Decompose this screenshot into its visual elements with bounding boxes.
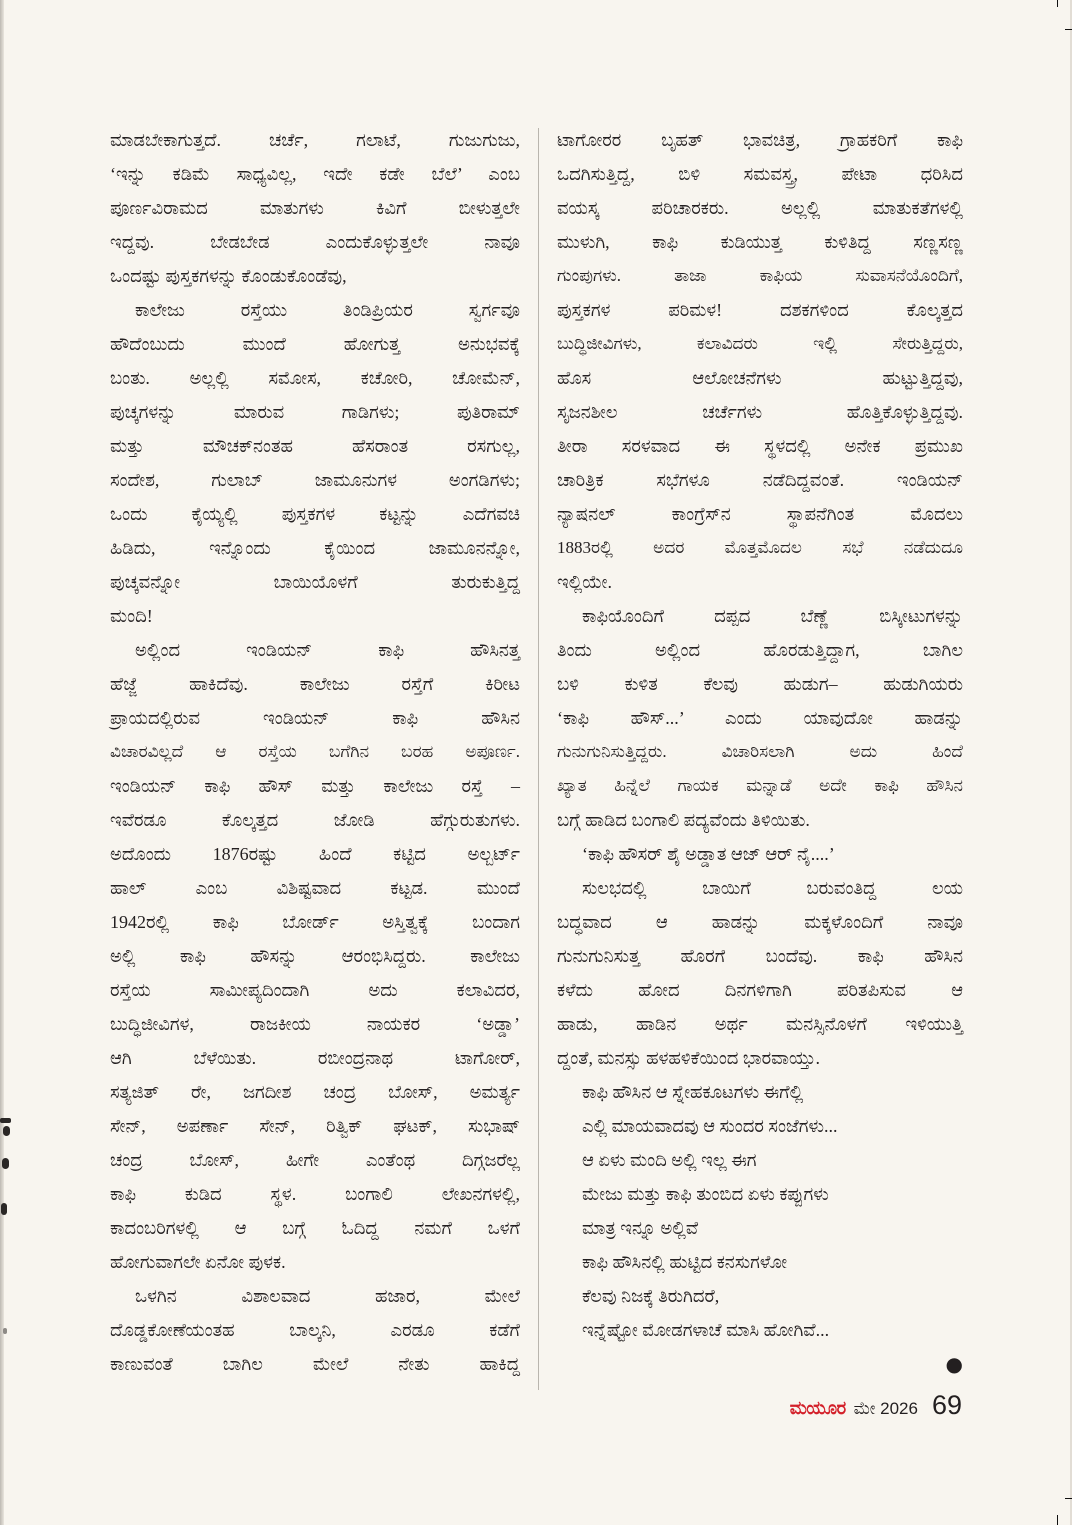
text-line: ನ್ಯಾಷನಲ್ ಕಾಂಗ್ರೆಸ್‌ನ ಸ್ಥಾಪನೆಗಿಂತ ಮೊದಲು [557, 504, 963, 524]
poem-line: ಎಲ್ಲಿ ಮಾಯವಾದವು ಆ ಸುಂದರ ಸಂಜೆಗಳು... [582, 1116, 838, 1136]
paragraph [110, 633, 520, 1279]
text-line: ದ್ದಂತೆ, ಮನಸ್ಸು ಹಳಹಳಿಕೆಯಿಂದ ಭಾರವಾಯ್ತು. [557, 1048, 821, 1068]
text-line: ರಸ್ತೆಯ ಸಾಮೀಪ್ಯದಿಂದಾಗಿ ಅದು ಕಲಾವಿದರ, [110, 980, 520, 1000]
poem-line: ಮೇಜು ಮತ್ತು ಕಾಫಿ ತುಂಬಿದ ಏಳು ಕಪ್ಪುಗಳು [582, 1184, 829, 1204]
text-line: ಇವೆರಡೂ ಕೊಲ್ಕತ್ತದ ಜೋಡಿ ಹೆಗ್ಗುರುತುಗಳು. [110, 810, 520, 830]
poem-line: ಇನ್ನೆಷ್ಟೋ ಮೋಡಗಳಾಚೆ ಮಾಸಿ ಹೋಗಿವೆ... [582, 1320, 830, 1340]
text-line: ಕಾದಂಬರಿಗಳಲ್ಲಿ ಆ ಬಗ್ಗೆ ಓದಿದ್ದ ನಮಗೆ ಒಳಗೆ [110, 1218, 520, 1238]
text-line: ಒಳಗಿನ ವಿಶಾಲವಾದ ಹಜಾರ, ಮೇಲೆ [135, 1286, 520, 1306]
text-line: ಹಾಡು, ಹಾಡಿನ ಅರ್ಥ ಮನಸ್ಸಿನೊಳಗೆ ಇಳಿಯುತ್ತಿ [557, 1014, 963, 1034]
page-footer [790, 1390, 962, 1421]
text-line: ಇಂಡಿಯನ್ ಕಾಫಿ ಹೌಸ್ ಮತ್ತು ಕಾಲೇಜು ರಸ್ತೆ – [110, 776, 520, 796]
adjacent-page-bleed [3, 1328, 7, 1334]
text-line: ಅದೊಂದು 1876ರಷ್ಟು ಹಿಂದೆ ಕಟ್ಟಿದ ಅಲ್ಬರ್ಟ್ [110, 844, 520, 864]
crop-mark [1065, 29, 1072, 30]
text-line: ಸೇನ್, ಅಪರ್ಣಾ ಸೇನ್, ರಿತ್ವಿಕ್ ಘಟಕ್, ಸುಭಾಷ್ [110, 1116, 520, 1136]
text-line: ಟಾಗೋರರ ಬೃಹತ್ ಭಾವಚಿತ್ರ, ಗ್ರಾಹಕರಿಗೆ ಕಾಫಿ [557, 130, 963, 150]
text-line: ವಯಸ್ಕ ಪರಿಚಾರಕರು. ಅಲ್ಲಲ್ಲಿ ಮಾತುಕತೆಗಳಲ್ಲಿ [557, 198, 963, 218]
text-line: ಮುಳುಗಿ, ಕಾಫಿ ಕುಡಿಯುತ್ತ ಕುಳಿತಿದ್ದ ಸಣ್ಣಸಣ್ಣ [557, 232, 963, 252]
poem-block [557, 1075, 963, 1347]
text-line: ಪೂರ್ಣವಿರಾಮದ ಮಾತುಗಳು ಕಿವಿಗೆ ಬೀಳುತ್ತಲೇ [110, 198, 520, 218]
text-line: ಇಲ್ಲಿಯೇ. [557, 572, 612, 592]
text-line: ‘ಕಾಫಿ ಹೌಸ್...’ ಎಂದು ಯಾವುದೋ ಹಾಡನ್ನು [557, 708, 963, 728]
text-line: ಕಾಫಿ ಕುಡಿದ ಸ್ಥಳ. ಬಂಗಾಲಿ ಲೇಖನಗಳಲ್ಲಿ, [110, 1184, 520, 1204]
text-line: ಮಂದಿ! [110, 606, 153, 626]
text-line: ಚಾರಿತ್ರಿಕ ಸಭೆಗಳೂ ನಡೆದಿದ್ದವಂತೆ. ಇಂಡಿಯನ್ [557, 470, 963, 490]
text-line: ಕಾಲೇಜು ರಸ್ತೆಯು ತಿಂಡಿಪ್ರಿಯರ ಸ್ವರ್ಗವೂ [135, 300, 520, 320]
text-line: ಬಳಿ ಕುಳಿತ ಕೆಲವು ಹುಡುಗ– ಹುಡುಗಿಯರು [557, 674, 963, 694]
song-quote [557, 837, 963, 871]
paragraph [557, 871, 963, 1075]
paragraph [110, 123, 520, 293]
text-line: ಒದಗಿಸುತ್ತಿದ್ದ, ಬಿಳಿ ಸಮವಸ್ತ್ರ, ಪೇಟಾ ಧರಿಸಿದ [557, 164, 963, 184]
text-line: ಬಗ್ಗೆ ಹಾಡಿದ ಬಂಗಾಲಿ ಪದ್ಯವೆಂದು ತಿಳಿಯಿತು. [557, 810, 810, 830]
text-line: ಬದ್ಧವಾದ ಆ ಹಾಡನ್ನು ಮಕ್ಕಳೊಂದಿಗೆ ನಾವೂ [557, 912, 963, 932]
text-line: ಇದ್ದವು. ಬೇಡಬೇಡ ಎಂದುಕೊಳ್ಳುತ್ತಲೇ ನಾವೂ [110, 232, 520, 252]
adjacent-page-bleed [3, 1126, 10, 1136]
text-line: ಹೊಸ ಆಲೋಚನೆಗಳು ಹುಟ್ಟುತ್ತಿದ್ದವು, [557, 368, 963, 388]
text-line: ಗುನುಗುನಿಸುತ್ತ ಹೊರಗೆ ಬಂದೆವು. ಕಾಫಿ ಹೌಸಿನ [557, 946, 963, 966]
text-line: ಚಂದ್ರ ಬೋಸ್, ಹೀಗೇ ಎಂತೆಂಥ ದಿಗ್ಗಜರೆಲ್ಲ [110, 1150, 520, 1170]
text-line: ತಿಂದು ಅಲ್ಲಿಂದ ಹೊರಡುತ್ತಿದ್ದಾಗ, ಬಾಗಿಲ [557, 640, 963, 660]
text-line: ಒಂದಷ್ಟು ಪುಸ್ತಕಗಳನ್ನು ಕೊಂಡುಕೊಂಡೆವು, [110, 266, 347, 286]
text-line: 1942ರಲ್ಲಿ ಕಾಫಿ ಬೋರ್ಡ್ ಅಸ್ತಿತ್ವಕ್ಕೆ ಬಂದಾಗ [110, 912, 520, 932]
text-line: ಪುಚ್ಕವನ್ನೋ ಬಾಯಿಯೊಳಗೆ ತುರುಕುತ್ತಿದ್ದ [110, 572, 520, 592]
crop-mark [1057, 0, 1058, 7]
text-line: ಹೋಗುವಾಗಲೇ ಏನೋ ಪುಳಕ. [110, 1252, 286, 1272]
magazine-logo: ಮಯೂರ [789, 1398, 846, 1418]
text-line: ವಿಚಾರವಿಲ್ಲದೆ ಆ ರಸ್ತೆಯ ಬಗೆಗಿನ ಬರಹ ಅಪೂರ್ಣ. [110, 742, 520, 761]
page-edge-left [0, 0, 4, 1525]
text-line: ಆಗಿ ಬೆಳೆಯಿತು. ರಬೀಂದ್ರನಾಥ ಟಾಗೋರ್, [110, 1048, 520, 1068]
text-line: ಗುಂಪುಗಳು. ತಾಜಾ ಕಾಫಿಯ ಸುವಾಸನೆಯೊಂದಿಗೆ, [557, 266, 963, 285]
text-line: ಸತ್ಯಜಿತ್ ರೇ, ಜಗದೀಶ ಚಂದ್ರ ಬೋಸ್, ಅಮರ್ತ್ಯ [110, 1082, 520, 1102]
adjacent-page-bleed [1, 1203, 7, 1215]
text-line: ಪುಚ್ಕಗಳನ್ನು ಮಾರುವ ಗಾಡಿಗಳು; ಪುತಿರಾಮ್ [110, 402, 520, 422]
text-line: ಗುನುಗುನಿಸುತ್ತಿದ್ದರು. ವಿಚಾರಿಸಲಾಗಿ ಅದು ಹಿಂದೆ [557, 742, 963, 761]
text-line: ಪ್ರಾಯದಲ್ಲಿರುವ ಇಂಡಿಯನ್ ಕಾಫಿ ಹೌಸಿನ [110, 708, 520, 728]
poem-line: ಆ ಏಳು ಮಂದಿ ಅಲ್ಲಿ ಇಲ್ಲ ಈಗ [582, 1150, 757, 1170]
text-line: ಅಲ್ಲಿಂದ ಇಂಡಿಯನ್ ಕಾಫಿ ಹೌಸಿನತ್ತ [135, 640, 520, 660]
column-divider [538, 128, 539, 1390]
text-line: ಬುದ್ಧಿಜೀವಿಗಳ, ರಾಜಕೀಯ ನಾಯಕರ ‘ಅಡ್ಡಾ’ [110, 1014, 520, 1034]
issue-date: ಮೇ 2026 [853, 1399, 918, 1418]
text-line: ಸಂದೇಶ, ಗುಲಾಬ್ ಜಾಮೂನುಗಳ ಅಂಗಡಿಗಳು; [110, 470, 520, 490]
poem-line: ಮಾತ್ರ ಇನ್ನೂ ಅಲ್ಲಿವೆ [582, 1218, 699, 1238]
text-line: ಪುಸ್ತಕಗಳ ಪರಿಮಳ! ದಶಕಗಳಿಂದ ಕೊಲ್ಕತ್ತದ [557, 300, 963, 320]
text-line: ಮತ್ತು ಮೌಚಕ್‌ನಂತಹ ಹೆಸರಾಂತ ರಸಗುಲ್ಲ, [110, 436, 520, 456]
crop-mark [1057, 1515, 1058, 1525]
text-line: 1883ರಲ್ಲಿ ಅದರ ಮೊತ್ತಮೊದಲ ಸಭೆ ನಡೆದುದೂ [557, 538, 963, 557]
text-line: ಸುಲಭದಲ್ಲಿ ಬಾಯಿಗೆ ಬರುವಂತಿದ್ದ ಲಯ [582, 878, 963, 898]
text-line: ಹೌದೆಂಬುದು ಮುಂದೆ ಹೋಗುತ್ತ ಅನುಭವಕ್ಕೆ [110, 334, 520, 354]
poem-line: ಕಾಫಿ ಹೌಸಿನಲ್ಲಿ ಹುಟ್ಟಿದ ಕನಸುಗಳೋ [582, 1252, 788, 1272]
text-line: ಕಳೆದು ಹೋದ ದಿನಗಳಿಗಾಗಿ ಪರಿತಪಿಸುವ ಆ [557, 980, 963, 1000]
text-line: ಹಿಡಿದು, ಇನ್ನೊಂದು ಕೈಯಿಂದ ಜಾಮೂನನ್ನೋ, [110, 538, 520, 558]
text-line: ಕಾಫಿಯೊಂದಿಗೆ ದಪ್ಪದ ಬೆಣ್ಣೆ ಬಿಸ್ಕೀಟುಗಳನ್ನು [582, 606, 963, 626]
adjacent-page-bleed [0, 1118, 11, 1123]
page-number: 69 [931, 1390, 962, 1420]
adjacent-page-bleed [2, 1158, 9, 1169]
text-line: ಹಾಲ್ ಎಂಬ ವಿಶಿಷ್ಟವಾದ ಕಟ್ಟಡ. ಮುಂದೆ [110, 878, 520, 898]
left-column [110, 123, 520, 1381]
text-line: ಅಲ್ಲಿ ಕಾಫಿ ಹೌಸನ್ನು ಆರಂಭಿಸಿದ್ದರು. ಕಾಲೇಜು [110, 946, 520, 966]
paragraph [110, 293, 520, 633]
text-line: ಒಂದು ಕೈಯ್ಯಲ್ಲಿ ಪುಸ್ತಕಗಳ ಕಟ್ಟನ್ನು ಎದೆಗವಚಿ [110, 504, 520, 524]
text-line: ಖ್ಯಾತ ಹಿನ್ನೆಲೆ ಗಾಯಕ ಮನ್ನಾಡೆ ಅದೇ ಕಾಫಿ ಹೌಸಿನ [557, 776, 963, 795]
text-line: ತೀರಾ ಸರಳವಾದ ಈ ಸ್ಥಳದಲ್ಲಿ ಅನೇಕ ಪ್ರಮುಖ [557, 436, 963, 456]
poem-line: ಕೆಲವು ನಿಜಕ್ಕೆ ತಿರುಗಿದರೆ, [582, 1286, 720, 1306]
text-line: ದೊಡ್ಡಕೋಣೆಯಂತಹ ಬಾಲ್ಕನಿ, ಎರಡೂ ಕಡೆಗೆ [110, 1320, 520, 1340]
right-column [557, 123, 963, 1381]
poem-line: ಕಾಫಿ ಹೌಸಿನ ಆ ಸ್ನೇಹಕೂಟಗಳು ಈಗೆಲ್ಲಿ [582, 1082, 804, 1102]
end-of-article-mark: ● [945, 1352, 963, 1376]
text-line: ಮಾಡಬೇಕಾಗುತ್ತದೆ. ಚರ್ಚೆ, ಗಲಾಟೆ, ಗುಜುಗುಜು, [110, 130, 520, 150]
paragraph [557, 599, 963, 837]
text-line: ಬಂತು. ಅಲ್ಲಲ್ಲಿ ಸಮೋಸ, ಕಚೋರಿ, ಚೋಮೆನ್, [110, 368, 520, 388]
paragraph [557, 123, 963, 599]
text-line: ಸೃಜನಶೀಲ ಚರ್ಚೆಗಳು ಹೊತ್ತಿಕೊಳ್ಳುತ್ತಿದ್ದವು. [557, 402, 963, 422]
text-line: ಹೆಜ್ಜೆ ಹಾಕಿದೆವು. ಕಾಲೇಜು ರಸ್ತೆಗೆ ಕಿರೀಟ [110, 674, 520, 694]
paragraph [110, 1279, 520, 1381]
text-line: ಕಾಣುವಂತೆ ಬಾಗಿಲ ಮೇಲೆ ನೇತು ಹಾಕಿದ್ದ [110, 1354, 520, 1374]
crop-mark [1065, 1498, 1072, 1499]
text-line: ‘ಇನ್ನು ಕಡಿಮೆ ಸಾಧ್ಯವಿಲ್ಲ, ಇದೇ ಕಡೇ ಬೆಲೆ’ ಎಂಬ [110, 164, 520, 184]
text-line: ಬುದ್ಧಿಜೀವಿಗಳು, ಕಲಾವಿದರು ಇಲ್ಲಿ ಸೇರುತ್ತಿದ್ದರು, [557, 334, 963, 353]
text-line: ‘ಕಾಫಿ ಹೌಸರ್ ಶೈ ಅಡ್ಡಾತ ಆಜ್ ಆರ್ ನೈ....’ [582, 844, 835, 864]
